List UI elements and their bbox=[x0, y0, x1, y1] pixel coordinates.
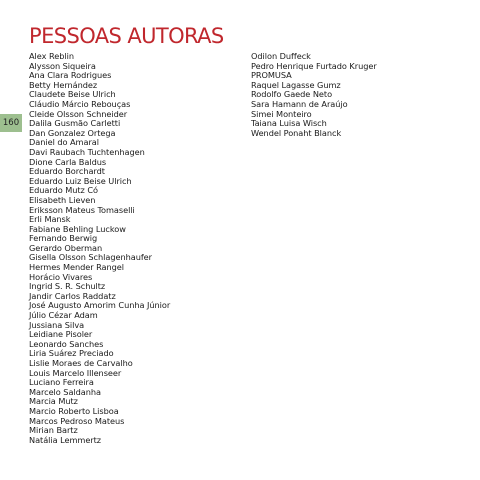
author-name: Davi Raubach Tuchtenhagen bbox=[29, 146, 145, 157]
author-name: Louis Marcelo Illenseer bbox=[29, 367, 122, 378]
author-name: Taiana Luisa Wisch bbox=[251, 118, 327, 129]
author-name: Marcos Pedroso Mateus bbox=[29, 415, 125, 426]
author-name: Marcio Roberto Lisboa bbox=[29, 405, 119, 416]
author-name: Lislie Moraes de Carvalho bbox=[29, 358, 133, 368]
author-name: Eduardo Mutz Có bbox=[29, 185, 98, 196]
author-name: Gerardo Oberman bbox=[29, 242, 103, 253]
author-name: Dione Carla Baldus bbox=[29, 156, 107, 167]
author-name: Daniel do Amaral bbox=[29, 137, 99, 148]
author-name: Eduardo Borchardt bbox=[29, 166, 105, 177]
page-number-tab bbox=[0, 114, 22, 132]
author-name: Fernando Berwig bbox=[29, 233, 98, 244]
author-name: Horácio Vivares bbox=[29, 271, 93, 282]
author-name: Fabiane Behling Luckow bbox=[29, 223, 126, 234]
author-name: Hermes Mender Rangel bbox=[29, 262, 125, 273]
author-name: Simei Monteiro bbox=[251, 108, 312, 119]
author-name: Luciano Ferreira bbox=[29, 377, 94, 388]
author-name: Jandir Carlos Raddatz bbox=[29, 290, 116, 301]
author-name: Erli Mansk bbox=[29, 214, 71, 225]
author-name: Leidiane Pisoler bbox=[29, 329, 93, 340]
author-name: Elisabeth Lieven bbox=[29, 194, 96, 205]
authors-list-right bbox=[251, 52, 377, 138]
author-name: Alex Reblin bbox=[29, 51, 74, 61]
author-name: Mirian Bartz bbox=[29, 425, 78, 436]
author-name: Claudete Beise Ulrich bbox=[29, 89, 116, 100]
author-name: Eduardo Luiz Beise Ulrich bbox=[29, 175, 132, 186]
author-name: Júlio Cézar Adam bbox=[29, 310, 98, 321]
author-name: Marcia Mutz bbox=[29, 396, 78, 407]
author-name: Alysson Siqueira bbox=[29, 60, 96, 71]
author-name: Gisella Olsson Schlagenhaufer bbox=[29, 252, 152, 263]
author-name: Liria Suárez Preciado bbox=[29, 348, 114, 359]
author-name: Dan Gonzalez Ortega bbox=[29, 127, 116, 138]
author-name: Marcelo Saldanha bbox=[29, 386, 101, 397]
author-name: Eriksson Mateus Tomaselli bbox=[29, 204, 135, 215]
author-name: Raquel Lagasse Gumz bbox=[251, 79, 341, 90]
authors-list-left bbox=[29, 52, 170, 445]
author-name: Ana Clara Rodrigues bbox=[29, 70, 112, 81]
author-name: Sara Hamann de Araújo bbox=[251, 98, 348, 109]
author-name: Ingrid S. R. Schultz bbox=[29, 281, 106, 292]
author-name: Leonardo Sanches bbox=[29, 338, 104, 349]
page-title: PESSOAS AUTORAS bbox=[29, 24, 224, 48]
author-name: Rodolfo Gaede Neto bbox=[251, 89, 333, 100]
author-name: Pedro Henrique Furtado Kruger bbox=[251, 60, 377, 71]
page-number: 160 bbox=[2, 118, 20, 128]
author-name: PROMUSA bbox=[251, 70, 292, 81]
author-name: José Augusto Amorim Cunha Júnior bbox=[29, 300, 171, 311]
author-name: Cleide Olsson Schneider bbox=[29, 108, 128, 119]
author-name: Dalila Gusmão Carletti bbox=[29, 118, 121, 129]
author-name: Cláudio Márcio Rebouças bbox=[29, 98, 131, 109]
author-name: Wendel Ponaht Blanck bbox=[251, 127, 342, 138]
author-name: Betty Hernández bbox=[29, 79, 98, 90]
author-name: Jussiana Silva bbox=[29, 319, 85, 330]
author-name: Natália Lemmertz bbox=[29, 434, 102, 445]
author-name: Odilon Duffeck bbox=[251, 51, 311, 61]
